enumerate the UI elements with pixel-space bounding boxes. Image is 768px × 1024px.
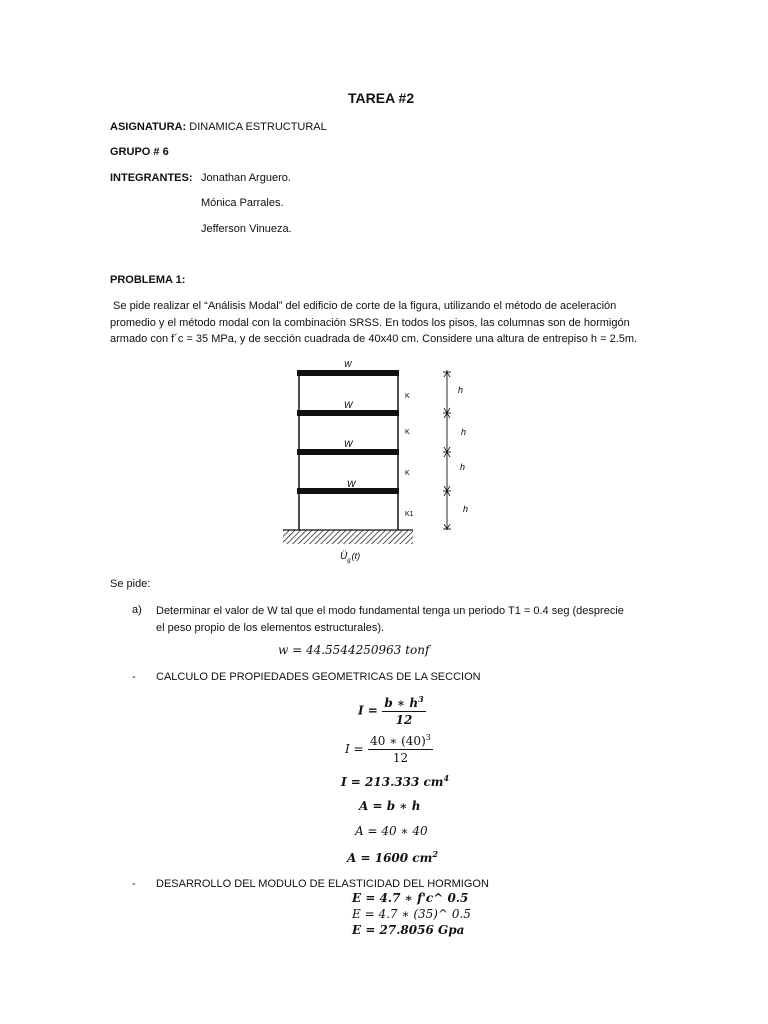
eq-area-formula: A = b ∗ h [359,799,421,813]
asignatura-value: DINAMICA ESTRUCTURAL [189,121,327,133]
eq-inertia-formula [358,694,426,727]
item-a-text [156,603,666,636]
eq-inertia2-lhs: I = [345,742,364,757]
eq-inertia2-num: 40 ∗ (40) [370,734,426,748]
building-figure [280,358,480,568]
grupo: GRUPO # 6 [110,146,169,158]
eq-area-substitution: A = 40 ∗ 40 [355,824,428,838]
problem-line-2: promedio y el método modal con la combinación SRSS. En todos los pisos, las columnas son de hormigón [110,316,630,329]
item-a-line-1: Determinar el valor de W tal que el modo fundamental tenga un periodo T1 = 0.4 seg (desprecie [156,605,624,617]
weight-label-2: W [344,439,353,449]
eq-elasticity-substitution: E = 4.7 ∗ (35)^ 0.5 [352,907,471,921]
problem-line-3: armado con f´c = 35 MPa, y de sección cuadrada de 40x40 cm. Considere una altura de entrepiso h = 2.5m. [110,333,638,345]
eq-inertia-fraction: $\frac{b ∗ h^3}{12}$ [384,694,424,727]
stiffness-label-3: K [405,429,410,436]
problem-statement [110,298,662,348]
eq-elasticity-formula: E = 4.7 ∗ f'c^ 0.5 [352,891,469,905]
problem-line-1: Se pide realizar el “Análisis Modal” del edificio de corte de la figura, utilizando el método de aceleración [110,300,617,312]
page-title: TAREA #2 [348,90,415,106]
section2-title: DESARROLLO DEL MODULO DE ELASTICIDAD DEL HORMIGON [156,878,489,890]
eq-inertia-den: 12 [395,713,413,727]
eq-inertia-substitution [345,733,433,765]
height-label-1: h [463,504,469,514]
weight-label-3: W [344,400,353,410]
integrante-2: Mónica Parrales. [201,197,284,209]
eq-area-result: A = 1600 $cm^2$ [347,849,438,865]
item-a-letter: a) [132,604,142,616]
section1-title: CALCULO DE PROPIEDADES GEOMETRICAS DE LA SECCION [156,671,481,683]
eq-inertia-num: b ∗ h [384,696,419,710]
height-label-2: h [460,462,466,472]
se-pide: Se pide: [110,578,151,590]
problem-heading: PROBLEMA 1: [110,274,186,286]
floor-slab [297,410,399,416]
weight-label-4: W [344,360,352,369]
integrante-3: Jefferson Vinueza. [201,223,292,235]
integrantes-label: INTEGRANTES: [110,172,193,184]
w-result: w = 44.5544250963 tonf [278,643,430,657]
floor-slab [297,449,399,455]
integrante-1: Jonathan Arguero. [201,172,291,184]
ground-hatch [283,530,413,544]
height-label-3: h [461,427,467,437]
item-a-line-2: el peso propio de los elementos estructurales). [156,621,385,634]
eq-inertia2-fraction: $\frac{40 ∗ (40)^3}{12}$ [370,733,431,765]
ground-acceleration-label: $Ü_g(t)$ [340,551,361,564]
stiffness-label-4: K [405,393,410,400]
eq-inertia-lhs: I = [358,703,378,718]
eq-elasticity-result: E = 27.8056 Gpa [352,923,465,937]
height-label-4: h [458,385,464,395]
eq-inertia-result: I = 213.333 $cm^4$ [341,773,450,789]
asignatura-label: ASIGNATURA: [110,121,187,133]
asignatura-row [110,120,327,134]
weight-label-1: W [347,479,356,489]
stiffness-label-2: K [405,470,410,477]
section1-dash: - [132,671,136,683]
stiffness-label-1: K1 [405,511,414,518]
section2-dash: - [132,878,136,890]
eq-inertia2-den: 12 [392,751,409,765]
floor-slab [297,370,399,376]
